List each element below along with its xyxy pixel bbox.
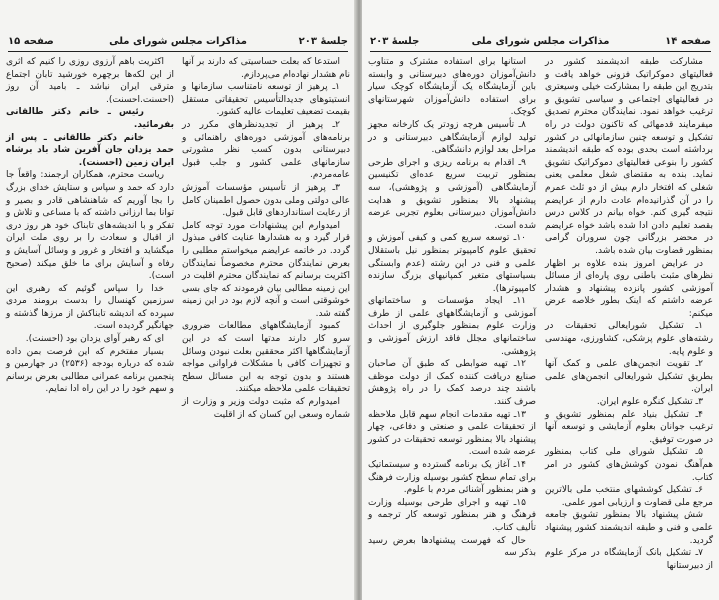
paragraph: ۸ـ تأسیس هرچه زودتر یک کارخانه مجهز تولید لوازم آزمایشگاهی دبیرستانی و در مراحل بعد لوازم دانشگاهی. <box>368 119 536 156</box>
paragraph: ۵ـ تشکیل شورای ملی کتاب بمنظور هم‌آهنگ نمودن کوشش‌های کشور در امر کتاب. <box>545 447 713 483</box>
header-rule <box>8 51 348 52</box>
paragraph: ریاست محترم، همکاران ارجمند: واقعاً جا دارد که حمد و سپاس و ستایش خدای بزرگ را بجا آوریم که شاهنشاهی قادر و بصیر و توانا بما ارزانی داشته که با مساعی و تلاش و تفکر و با اندیشه‌های تابناک خود هر روز دری از اقبال و سعادت را بر روی ملت ایران میگشاید و افتخار و غرور و وسائل آسایش و رفاه و آسایش برای ما خلق میکند (صحیح است). <box>6 170 174 282</box>
text-column-left <box>6 56 174 396</box>
paragraph: رئیس ـ خانم دکتر طالقانی بفرمائید. <box>6 107 174 130</box>
right-page <box>362 0 719 600</box>
paragraph: استانها برای استفاده مشترک و متناوب دانش‌آموزان دوره‌های دبیرستانی و وابسته باین آزمایشگاه یک آزمایشگاه کوچک سیار برای استفاده دانش‌آموزان شهرستانهای کوچک. <box>368 57 536 118</box>
paragraph: ۱ـ پرهیز از توسعه نامتناسب سازمانها و انستیتوهای جدیدالتأسیس تحقیقاتی مستقل بقیمت تضعیف تعلیمات عالیه کشور. <box>182 82 350 118</box>
paragraph: ۱۲ـ تهیه ضوابطی که طبق آن صاحبان صنایع دریافت کننده کمک از دولت موظف باشند چند درصد کمک را در راه پژوهش صرف کنند. <box>368 359 536 408</box>
text-column-right <box>545 56 713 572</box>
paragraph: شش پیشنهاد بالا بمنظور تشویق جامعه علمی و فنی و طبقه اندیشمند کشور پیشنهاد گردید. <box>545 510 713 546</box>
text-column-left <box>368 56 536 560</box>
page-number: صفحه ۱۵ <box>8 36 54 47</box>
paragraph: امیدوارم که مثبت دولت وزیر و وزارت از شماره وسعی این کسان که از اقلیت <box>182 397 350 420</box>
page-header <box>8 36 348 50</box>
paragraph: مشارکت طبقه اندیشمند کشور در فعالیتهای دموکراتیک فزونی خواهد یافت و بتدریج این طبقه را بمشارکت خیلی وسیعتری در فعالیتهای اجتماعی و سیاسی تشویق و ترغیب خواهد نمود. نمایندگان محترم تصدیق میفرمایند قدمهائی که تاکنون دولت در راه تشکیل و توسعه چنین سازمانهائی در کشور برداشته است بحدی بوده که طبقه اندیشمند کشور را بنوعی فعالیتهای دموکراتیک تشویق نماید. بنده به مقتضای شغل معلمی یعنی شغلی که افتخار دارم بیش از دو ثلث عمرم را در آن گذرانیده‌ام عادت دارم از عرایضم نتیجه گیری کنم. خواه بیانم در کلاس درس بقصد تعلیم دادن ادا شده باشد خواه عرایضم در محضر بزرگانی چون سروران گرامی بمنظور قضاوت بیان شده باشد. <box>545 57 713 256</box>
header-title: مذاکرات مجلس شورای ملی <box>109 36 247 47</box>
paragraph: ۴ـ تشکیل بنیاد علم بمنظور تشویق و ترغیب جوانان بعلوم آزمایشی و توسعه آنها در صورت توفیق. <box>545 409 713 445</box>
header-title: مذاکرات مجلس شورای ملی <box>471 36 610 47</box>
left-page <box>0 0 356 600</box>
paragraph: ۲ـ پرهیز از تجدیدنظرهای مکرر در برنامه‌های آموزشی دوره‌های راهنمائی و دبیرستانی بدون کسب نظر مشورتی سازمانهای علمی کشور و جلب قبول عامه‌مردم. <box>182 119 350 181</box>
paragraph: حال که فهرست پیشنهادها بعرض رسید بذکر سه <box>368 535 536 559</box>
paragraph: استدعا که بعلت حساسیتی که دارند بر آنها نام هشدار نهاده‌ام می‌پردازم. <box>182 57 350 80</box>
paragraph: ۷ـ تشکیل بانک آزمایشگاه در مرکز علوم از دبیرستانها <box>545 548 713 571</box>
paragraph: در عرایض امروز بنده علاوه بر اظهار نظرهای مثبت باطنی روی پاره‌ای از مسائل آموزشی کشور پانزده پیشنهاد و هشدار عرضه داشتم که اینک بطور خلاصه عرض میکنم: <box>545 258 713 319</box>
paragraph: کمبود آزمایشگاههای مطالعات ضروری سرو کار دارند مدتها است که در این آزمایشگاهها اکثر محققین بعلت نبودن وسائل و تجهیزات کافی با مشکلات فراوانی مواجه هستند و بدون توجه به این مسائل سطح تحقیقات علمی ملاحظه میکنند. <box>182 321 350 395</box>
session-number: جلسهٔ ۲۰۳ <box>298 36 348 47</box>
paragraph: ۱۰ـ توسعه سریع کمی و کیفی آموزش و تحقیق علوم کامپیوتر بمنظور نیل باستقلال علمی و فنی در این رشته (عدم وابستگی بسیاستهای متغیر کمپانیهای بزرگ سازنده کامپیوترها). <box>368 233 536 294</box>
session-number: جلسهٔ ۲۰۳ <box>370 36 420 47</box>
paragraph: خانم دکتر طالقانی ـ پس از حمد یزدان جان آفرین شاد باد برشاه ایران زمین (احسنت). <box>6 132 174 168</box>
paragraph: ۱۳ـ تهیه مقدمات انجام سهم قابل ملاحظه از تحقیقات علمی و صنعتی و دفاعی، چهار پیشنهاد بالا بمنظور توسعه تحقیقات در کشور عرضه شده است. <box>368 409 536 458</box>
paragraph: ۹ـ اقدام به برنامه ریزی و اجرای طرحی بمنظور تربیت سریع عده‌ای تکنیسین آزمایشگاهی (آموزشی و پژوهشی)، سه پیشنهاد بالا بمنظور تشویق و هدایت دانش‌آموزان دبیرستانی بعلوم تجربی عرضه شده است. <box>368 157 536 231</box>
paragraph: اکثریت باهم آرزوی روزی را کنیم که اثری از این لکه‌ها برچهره خورشید تابان اجتماع مترقی ایران نباشد ـ بامید آن روز (احسنت.احسنت). <box>6 57 174 105</box>
page-header <box>370 36 711 50</box>
text-column-right <box>182 56 350 421</box>
paragraph: خدا را سپاس گوئیم که رهبری این سرزمین کهنسال را بدست برومند مردی سپرده که اندیشه تابناکش از مرزها گذشته و جهانگیر گردیده است. <box>6 283 174 332</box>
paragraph: ۱۵ـ تهیه و اجرای طرحی بوسیله وزارت فرهنگ و هنر بمنظور توسعه کار ترجمه و تألیف کتاب. <box>368 497 536 533</box>
paragraph: ۱۴ـ آغاز یک برنامه گسترده و سیستماتیک برای تمام سطح کشور بوسیله وزارت فرهنگ و هنر بمنظور آشنائی مردم با علوم. <box>368 460 536 496</box>
page-number: صفحه ۱۴ <box>665 36 711 47</box>
paragraph: ۲ـ تقویت انجمن‌های علمی و کمک آنها بطریق تشکیل شورایعالی انجمن‌های علمی ایران. <box>545 359 713 395</box>
paragraph: ای که رهبر آوای یزدان بود (احسنت). <box>25 334 164 345</box>
paragraph: امیدوارم این پیشنهادات مورد توجه کامل قرار گیرد و به هشدارها عنایت کافی مبذول گردد. در خاتمه عرایضم میخواستم مطلبی را بعرض نمایندگان محترم مخصوصاً نمایندگان اکثریت برسانم که نمایندگان محترم اقلیت در این زمینه مطالبی بیان فرمودند که جای بسی خوشوقتی است و آنچه لازم بود در این زمینه گفته شد. <box>182 220 350 319</box>
paragraph: بسیار مفتخرم که این فرصت بمن داده شده که درباره بودجه (۲۵۳۶) در جهارمین و پنجمین برنامه عمرانی مطالبی بعرض برسانم و سهم خود را در این راه ادا نمایم. <box>6 346 174 395</box>
paragraph: ۶ـ تشکیل کوششهای منتخب ملی بالاترین مرجع ملی قضاوت و ارزیابی امور علمی. <box>545 485 713 508</box>
paragraph: ۱۱ـ ایجاد مؤسسات و ساختمانهای آموزشی و آزمایشگاههای علمی از طرف وزارت علوم بمنظور جلوگیری از احداث ساختمانهای مجلل فاقد ارزش آموزشی و پژوهشی. <box>368 296 536 357</box>
header-rule <box>370 51 711 52</box>
paragraph: ۳ـ پرهیز از تأسیس مؤسسات آموزش عالی دولتی وملی بدون حصول اطمینان کامل از رعایت استانداردهای قابل قبول. <box>182 182 350 219</box>
paragraph: ۱ـ تشکیل شورایعالی تحقیقات در رشته‌های علوم پزشکی، کشاورزی، مهندسی و علوم پایه. <box>545 321 713 357</box>
paragraph: ۳ـ تشکیل کنگره علوم ایران. <box>596 397 703 408</box>
